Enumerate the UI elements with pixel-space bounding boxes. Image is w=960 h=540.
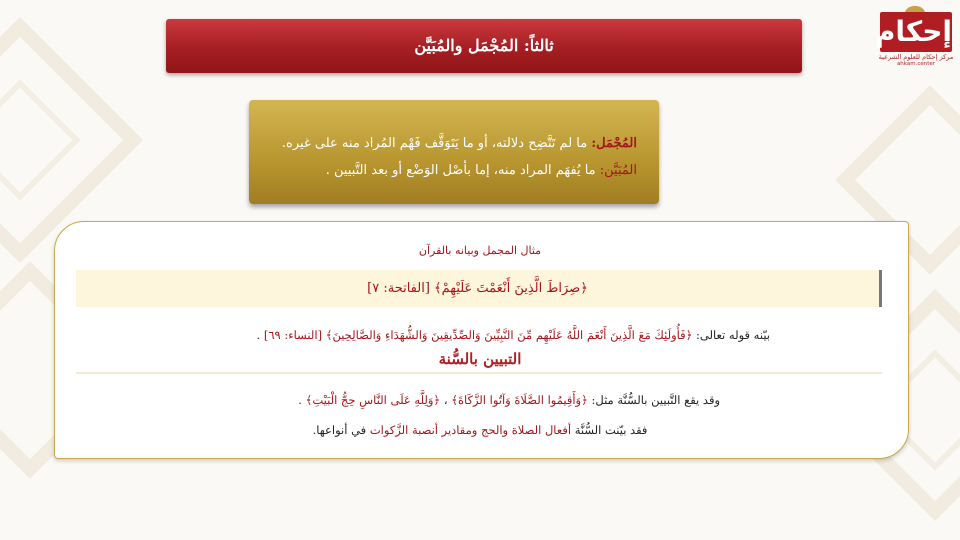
line2-suffix: .	[298, 393, 306, 407]
slide-title: ثالثاً: المُجْمَل والمُبَيَّن	[414, 36, 554, 55]
logo-subtitle: مركز إحكام للعلوم الشرعية	[878, 53, 954, 61]
slide-title-bar	[166, 19, 802, 73]
line2-ayah-salah: ﴿وَأَقِيمُوا الصَّلَاةَ وَآتُوا الزَّكَاةَ﴾	[451, 393, 588, 407]
term-mujmal: المُجْمَل:	[591, 136, 637, 151]
definition-mubayyan	[259, 157, 637, 184]
sunnah-divider	[76, 372, 882, 374]
definition-mujmal	[259, 130, 637, 157]
quote-band	[76, 270, 882, 307]
line1-prefix: بيّنه قوله تعالى:	[692, 328, 770, 342]
line2-prefix: وقد يقع التَّبيين بالسُّنَّة مثل:	[587, 393, 720, 407]
definitions-box	[249, 100, 659, 204]
definition-mujmal-text: ما لم تَتَّضِح دلالته، أو ما يَتَوَقَّف فَهْم المُراد منه على غيره.	[281, 136, 592, 151]
quote-ayah: ﴿صِرَاطَ الَّذِينَ أَنْعَمْتَ عَلَيْهِمْ﴾ [الفاتحة: ٧]	[367, 281, 588, 296]
line1-suffix: .	[256, 328, 264, 342]
term-mubayyan: المُبَيَّن:	[599, 163, 637, 178]
brand-logo	[874, 4, 954, 70]
explanation-line-sunnah	[298, 393, 720, 407]
line2-separator: ،	[440, 393, 452, 407]
explanation-line-conclusion	[0, 423, 960, 437]
line3-suffix: في أنواعها.	[312, 423, 370, 437]
line1-ayah: ﴿فَأُولَئِكَ مَعَ الَّذِينَ أَنْعَمَ اللَّهُ عَلَيْهِم مِّنَ النَّبِيِّينَ وَالصِّدِّيقِينَ وَالشُّهَدَاءِ وَالصَّالِحِينَ﴾ [النساء: ٦٩]	[263, 328, 693, 342]
sunnah-heading: التبيين بالسُّنة	[438, 350, 522, 368]
card-heading: مثال المجمل وبيانه بالقرآن	[418, 244, 542, 257]
line3-prefix: فقد بيّنت السُّنَّة	[571, 423, 648, 437]
logo-wordmark: إحكام	[874, 15, 952, 48]
explanation-line-quran	[257, 328, 770, 342]
line2-ayah-hajj: ﴿وَلِلَّهِ عَلَى النَّاسِ حِجُّ الْبَيْتِ﴾	[305, 393, 441, 407]
logo-subtitle-latin: ahkam.center	[896, 61, 936, 67]
definition-mubayyan-text: ما يُفهَم المراد منه، إما بأصْل الوَضْع أو بعد التَّبيين .	[325, 163, 600, 178]
line3-highlight: أفعال الصلاة والحج ومقادير أنصبة الزَّكوات	[369, 423, 572, 437]
